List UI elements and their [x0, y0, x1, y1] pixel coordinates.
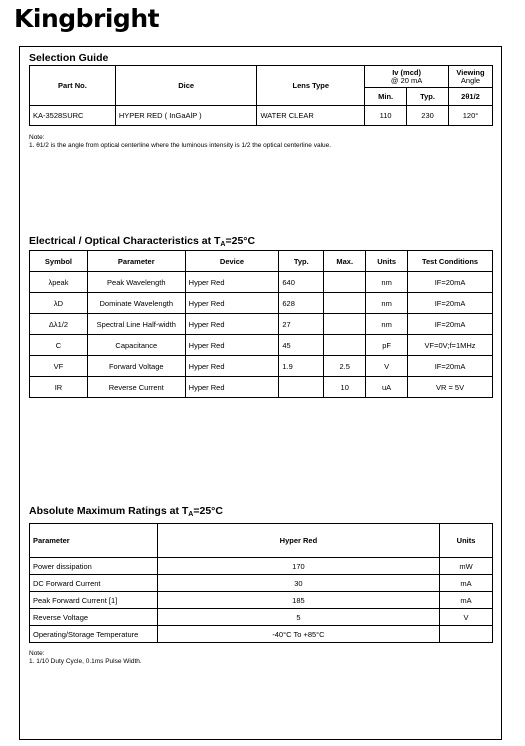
header-device: Device	[185, 251, 279, 272]
selection-note	[29, 134, 331, 150]
header-parameter: Parameter	[30, 524, 158, 558]
table-row	[30, 626, 493, 643]
cell-parameter: Spectral Line Half-width	[87, 314, 185, 335]
cell-parameter: Dominate Wavelength	[87, 293, 185, 314]
cell-min: 110	[365, 106, 407, 126]
cell-units: mW	[440, 558, 493, 575]
cell-hyper-red: 5	[157, 609, 439, 626]
cell-hyper-red: 170	[157, 558, 439, 575]
header-max: Max.	[324, 251, 366, 272]
cell-symbol: C	[30, 335, 88, 356]
header-viewing-label: Viewing	[456, 67, 485, 77]
header-viewing	[449, 66, 493, 88]
header-parameter: Parameter	[87, 251, 185, 272]
cell-parameter: Peak Wavelength	[87, 272, 185, 293]
cell-units	[440, 626, 493, 643]
absolute-title	[29, 505, 223, 518]
cell-typ: 45	[279, 335, 324, 356]
cell-units: mA	[440, 592, 493, 609]
cell-device: Hyper Red	[185, 377, 279, 398]
electrical-title-text: Electrical / Optical Characteristics at T	[29, 235, 221, 247]
table-row	[30, 558, 493, 575]
cell-units: nm	[366, 272, 408, 293]
header-typ: Typ.	[279, 251, 324, 272]
cell-parameter: Power dissipation	[30, 558, 158, 575]
cell-test-conditions: VF=0V;f=1MHz	[408, 335, 493, 356]
table-row	[30, 377, 493, 398]
cell-test-conditions: IF=20mA	[408, 293, 493, 314]
header-hyper-red: Hyper Red	[157, 524, 439, 558]
cell-units: nm	[366, 314, 408, 335]
absolute-note	[29, 650, 142, 666]
header-units: Units	[440, 524, 493, 558]
cell-typ: 1.9	[279, 356, 324, 377]
cell-max	[324, 314, 366, 335]
cell-hyper-red: -40°C To +85°C	[157, 626, 439, 643]
cell-max	[324, 272, 366, 293]
cell-typ: 640	[279, 272, 324, 293]
electrical-title-temp: =25°C	[225, 235, 256, 247]
header-part-no: Part No.	[30, 66, 116, 106]
cell-typ: 230	[407, 106, 449, 126]
cell-max: 10	[324, 377, 366, 398]
header-dice: Dice	[115, 66, 257, 106]
selection-guide-title: Selection Guide	[29, 52, 109, 64]
cell-angle: 120°	[449, 106, 493, 126]
table-row	[30, 293, 493, 314]
table-row	[30, 609, 493, 626]
table-row	[30, 272, 493, 293]
note-label: Note:	[29, 134, 45, 141]
cell-max: 2.5	[324, 356, 366, 377]
brand-logo: Kingbright	[14, 4, 160, 33]
cell-hyper-red: 30	[157, 575, 439, 592]
header-iv	[365, 66, 449, 88]
absolute-title-text: Absolute Maximum Ratings at T	[29, 505, 189, 517]
table-row	[30, 592, 493, 609]
header-iv-label: Iv (mcd)	[392, 67, 421, 77]
cell-parameter: Forward Voltage	[87, 356, 185, 377]
table-row	[30, 356, 493, 377]
cell-lens: WATER CLEAR	[257, 106, 365, 126]
cell-parameter: Reverse Current	[87, 377, 185, 398]
header-angle-label: Angle	[460, 75, 481, 85]
selection-guide-table	[29, 65, 493, 126]
cell-symbol: Δλ1/2	[30, 314, 88, 335]
note-label: Note:	[29, 650, 45, 657]
cell-units: V	[440, 609, 493, 626]
cell-device: Hyper Red	[185, 314, 279, 335]
absolute-title-sub: A	[188, 511, 194, 518]
table-row	[30, 335, 493, 356]
header-test-conditions: Test Conditions	[408, 251, 493, 272]
cell-device: Hyper Red	[185, 272, 279, 293]
cell-units: mA	[440, 575, 493, 592]
cell-units: V	[366, 356, 408, 377]
header-units: Units	[366, 251, 408, 272]
cell-symbol: VF	[30, 356, 88, 377]
cell-hyper-red: 185	[157, 592, 439, 609]
cell-units: uA	[366, 377, 408, 398]
cell-symbol: λpeak	[30, 272, 88, 293]
cell-units: nm	[366, 293, 408, 314]
cell-max	[324, 335, 366, 356]
header-typ: Typ.	[407, 88, 449, 106]
cell-symbol: λD	[30, 293, 88, 314]
note-text: 1. θ1/2 is the angle from optical centerline where the luminous intensity is 1/2 the optical centerline value.	[29, 142, 332, 149]
cell-typ: 628	[279, 293, 324, 314]
electrical-title	[29, 235, 255, 248]
cell-test-conditions: IF=20mA	[408, 272, 493, 293]
electrical-title-sub: A	[220, 241, 226, 248]
cell-typ	[279, 377, 324, 398]
table-row	[30, 575, 493, 592]
cell-parameter: Peak Forward Current [1]	[30, 592, 158, 609]
header-2theta: 2θ1/2	[449, 88, 493, 106]
cell-device: Hyper Red	[185, 293, 279, 314]
cell-symbol: IR	[30, 377, 88, 398]
absolute-table	[29, 523, 493, 643]
note-text: 1. 1/10 Duty Cycle, 0.1ms Pulse Width.	[29, 658, 142, 665]
cell-parameter: Reverse Voltage	[30, 609, 158, 626]
header-symbol: Symbol	[30, 251, 88, 272]
cell-typ: 27	[279, 314, 324, 335]
cell-test-conditions: IF=20mA	[408, 314, 493, 335]
cell-device: Hyper Red	[185, 335, 279, 356]
electrical-table	[29, 250, 493, 398]
header-min: Min.	[365, 88, 407, 106]
absolute-title-temp: =25°C	[193, 505, 223, 517]
table-row	[30, 106, 493, 126]
cell-test-conditions: IF=20mA	[408, 356, 493, 377]
cell-parameter: DC Forward Current	[30, 575, 158, 592]
cell-max	[324, 293, 366, 314]
cell-part: KA-3528SURC	[30, 106, 116, 126]
cell-parameter: Operating/Storage Temperature	[30, 626, 158, 643]
cell-units: pF	[366, 335, 408, 356]
cell-device: Hyper Red	[185, 356, 279, 377]
cell-dice: HYPER RED ( InGaAlP )	[115, 106, 257, 126]
header-lens-type: Lens Type	[257, 66, 365, 106]
cell-parameter: Capacitance	[87, 335, 185, 356]
cell-test-conditions: VR = 5V	[408, 377, 493, 398]
table-row	[30, 314, 493, 335]
header-iv-condition: @ 20 mA	[390, 75, 423, 85]
